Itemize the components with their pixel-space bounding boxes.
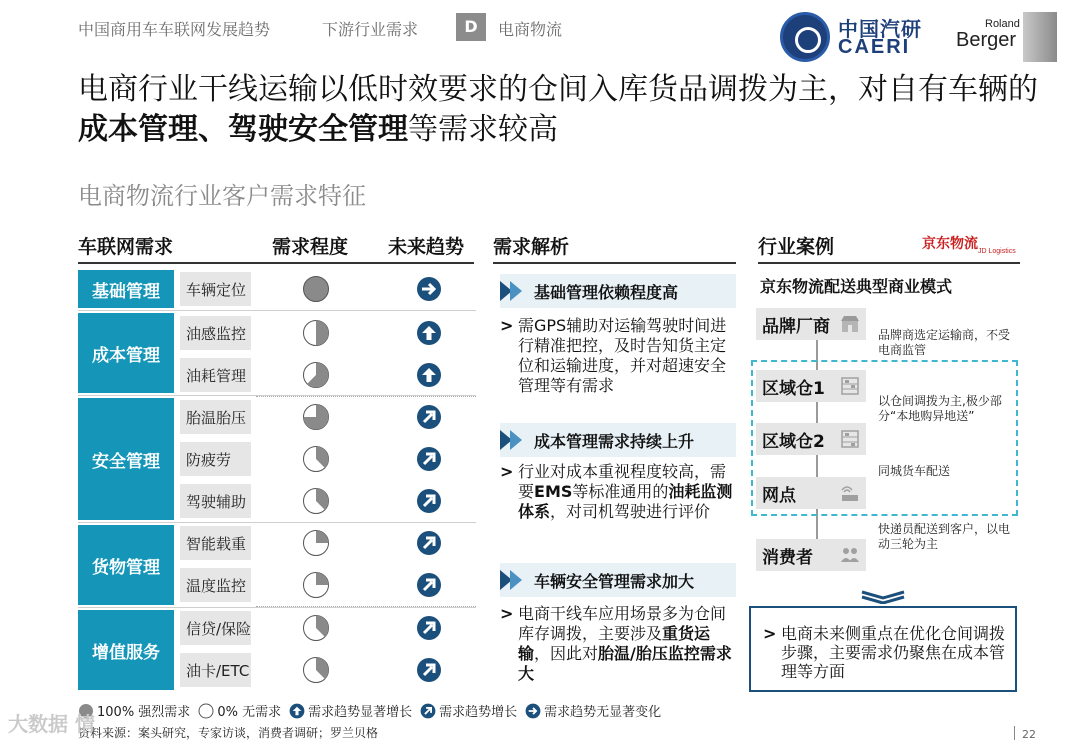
col-header-case: 行业案例 [758,236,835,258]
arrow-up-icon [416,320,442,346]
arrow-right-icon [416,276,442,302]
arrow-up-right-icon [416,615,442,641]
caeri-logo-cn: 中国汽研 [838,17,922,41]
group-divider [78,522,476,523]
degree-pie-icon [302,529,330,557]
arrow-up-right-icon [416,488,442,514]
legend-strong: 需求趋势显著增长 [289,701,412,720]
arrow-up-icon [289,703,305,719]
row-label: 油耗管理 [180,358,251,392]
flow-node-consumer: 消费者 [756,539,866,571]
row-label: 温度监控 [180,568,251,602]
degree-pie-icon [302,656,330,684]
row-label: 油感监控 [180,316,251,350]
rolandberger-logo-line2: Berger [956,29,1017,51]
group-divider [78,607,476,608]
category-basic: 基础管理 [78,270,174,308]
warehouse-icon [840,429,860,449]
breadcrumb-section: 下游行业需求 [322,20,419,39]
category-value-added: 增值服务 [78,610,174,690]
analysis-text-basic: > 需GPS辅助对运输驾驶时间进行精准把控，及时告知货主定位和运输进度，并对超速安全管理等有需求 [500,316,727,395]
row-divider [256,396,476,397]
flow-node-outlet: 网点 [756,477,866,509]
degree-pie-icon [302,361,330,389]
arrow-up-right-icon [416,446,442,472]
arrow-up-right-icon [416,530,442,556]
counter-icon [840,483,860,503]
flow-node-brand: 品牌厂商 [756,308,866,340]
arrow-up-right-icon [416,657,442,683]
case-note-consumer: 快递员配送到客户，以电动三轮为主 [878,522,1011,551]
arrow-up-right-icon [416,572,442,598]
header-rule-left [78,262,474,264]
degree-pie-icon [302,445,330,473]
category-cost: 成本管理 [78,313,174,393]
arrow-right-icon [525,703,541,719]
row-label: 防疲劳 [180,442,251,476]
header-rule-mid [493,262,736,264]
legend [78,701,669,720]
col-header-analysis: 需求解析 [493,236,570,258]
analysis-heading-safety: 车辆安全管理需求加大 [500,563,736,597]
source-note: 资料来源：案头研究，专家访谈，消费者调研；罗兰贝格 [78,726,379,740]
page-title: 电商行业干线运输以低时效要求的仓间入库货品调拨为主，对自有车辆的成本管理、驾驶安全管理等需求较高 [78,72,1038,147]
row-label: 油卡/ETC [180,653,251,687]
row-label: 驾驶辅助 [180,484,251,518]
group-divider [78,395,476,396]
double-chevron-down-icon [860,590,906,604]
case-title: 京东物流配送典型商业模式 [760,277,953,296]
store-icon [840,314,860,334]
row-label: 智能载重 [180,526,251,560]
arrow-up-right-icon [420,703,436,719]
case-note-warehouse: 以仓间调拨为主,极少部分“本地购异地送” [878,394,1002,423]
case-note-brand: 品牌商选定运输商，不受电商监管 [878,328,1011,357]
jd-logistics-logo-en: JD Logistics [978,248,1016,255]
chevron-icon [510,430,522,450]
page-number: 22 [1022,728,1036,741]
col-header-need: 车联网需求 [78,236,174,258]
arrow-up-icon [416,362,442,388]
category-safety: 安全管理 [78,398,174,520]
row-label: 车辆定位 [180,272,251,306]
jd-logistics-logo: 京东物流 [922,236,978,252]
degree-pie-icon [302,487,330,515]
legend-flat: 需求趋势无显著变化 [525,701,661,720]
arrow-up-right-icon [416,404,442,430]
degree-pie-icon [302,275,330,303]
chevron-icon [510,281,522,301]
legend-full: 100% 强烈需求 [78,701,190,720]
rolandberger-logo-line1: Roland [985,18,1020,30]
breadcrumb-current: 电商物流 [498,20,563,39]
col-header-trend: 未来趋势 [388,236,465,258]
analysis-heading-cost: 成本管理需求持续上升 [500,423,736,457]
warehouse-icon [840,376,860,396]
breadcrumb-report: 中国商用车车联网发展趋势 [78,20,271,39]
rolandberger-logo-icon [1023,12,1057,62]
flow-node-warehouse-2: 区域仓2 [756,423,866,455]
analysis-text-cost: > 行业对成本重视程度较高，需要EMS等标准通用的油耗监测体系，对司机驾驶进行评价 [500,462,733,521]
group-divider [78,310,476,311]
caeri-logo-en: CAERI [838,36,911,58]
conclusion-box: > 电商未来侧重点在优化仓间调拨步骤，主要需求仍聚焦在成本管理等方面 [749,606,1017,692]
row-label: 信贷/保险 [180,611,251,645]
analysis-text-safety: > 电商干线车应用场景多为仓间库存调拨，主要涉及重货运输，因此对胎温/胎压监控需求大 [500,604,732,683]
caeri-logo-icon [780,12,830,62]
watermark: 大数据 情 [8,712,95,736]
category-cargo: 货物管理 [78,525,174,605]
section-letter-badge: D [456,13,486,41]
empty-circle-icon [198,703,214,719]
degree-pie-icon [302,571,330,599]
people-icon [840,545,860,565]
case-note-outlet: 同城货车配送 [878,464,951,478]
analysis-heading-basic: 基础管理依赖程度高 [500,274,736,308]
degree-pie-icon [302,403,330,431]
row-label: 胎温胎压 [180,400,251,434]
header-rule-right [758,262,1020,264]
legend-empty: 0% 无需求 [198,701,281,720]
page-number-divider [1014,726,1015,740]
degree-pie-icon [302,614,330,642]
degree-pie-icon [302,319,330,347]
flow-node-warehouse-1: 区域仓1 [756,370,866,402]
legend-up: 需求趋势增长 [420,701,517,720]
page-subtitle: 电商物流行业客户需求特征 [78,182,366,210]
chevron-icon [510,570,522,590]
col-header-degree: 需求程度 [272,236,349,258]
